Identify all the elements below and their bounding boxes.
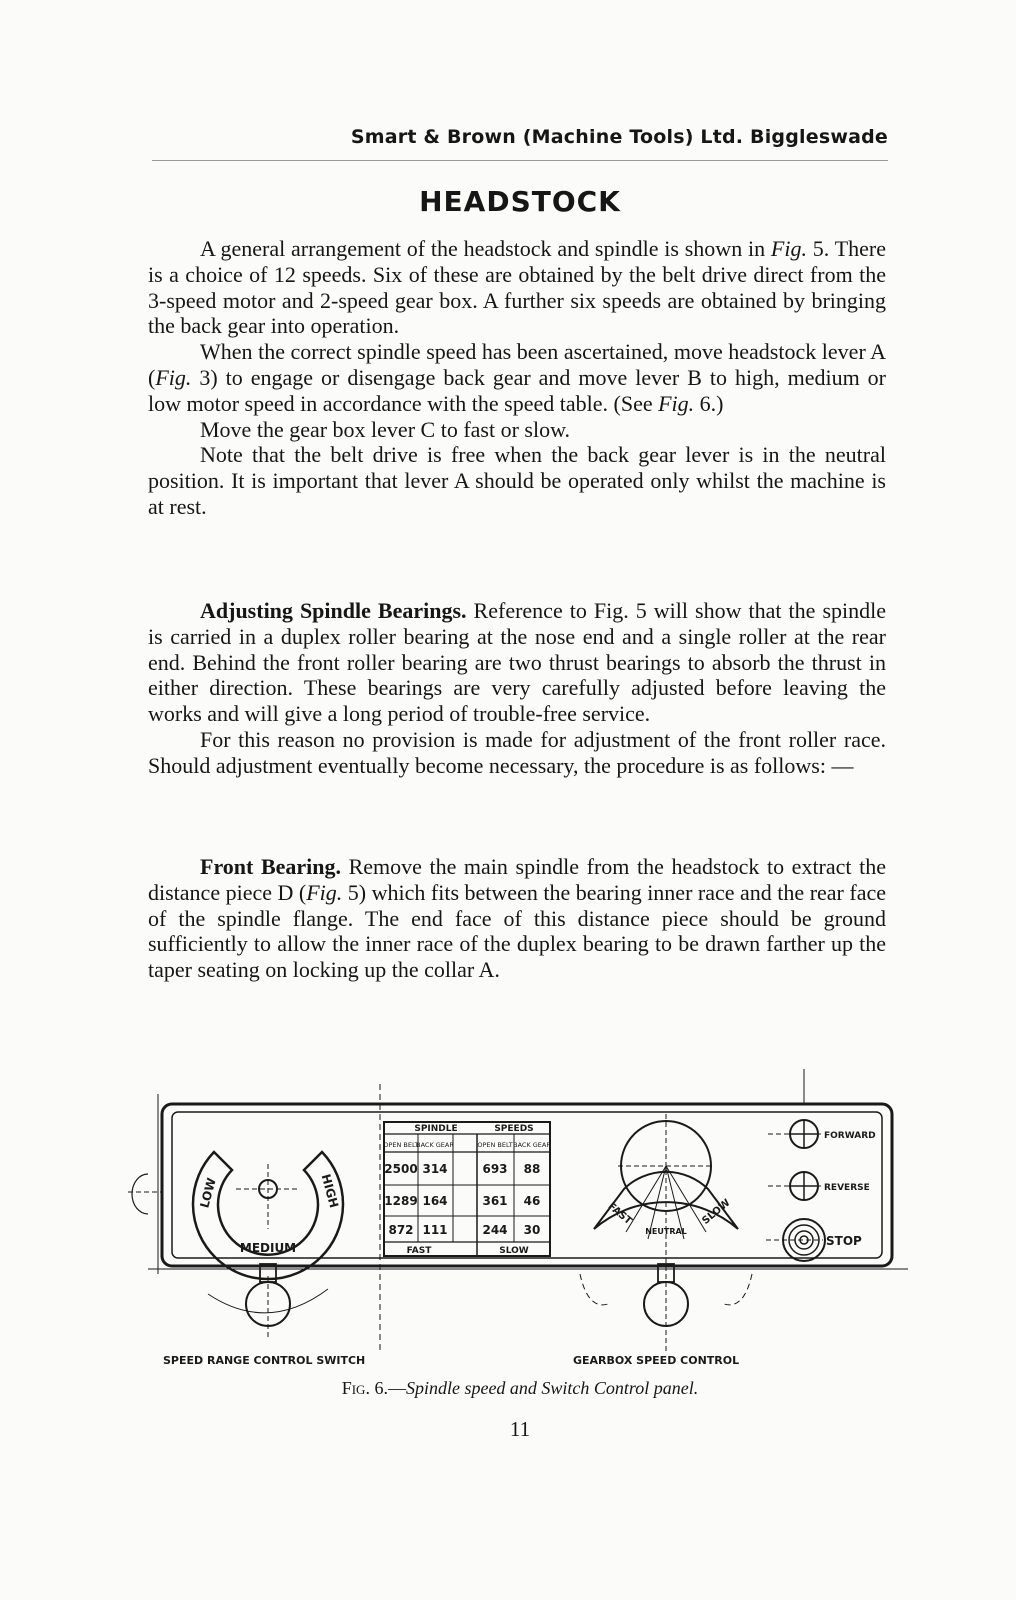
label-high: HIGH <box>318 1172 342 1210</box>
table-title-word: SPEEDS <box>494 1124 534 1134</box>
side-knob <box>132 1174 148 1214</box>
paragraph-3: Move the gear box lever C to fast or slow. <box>200 416 571 442</box>
text-run: 6.) <box>694 390 724 416</box>
label-forward: FORWARD <box>824 1131 876 1141</box>
table-col-head: BACK GEAR <box>416 1141 454 1149</box>
label-low: LOW <box>197 1176 219 1210</box>
run-in-heading: Front Bearing. <box>200 854 341 879</box>
table-cell: 30 <box>523 1223 541 1237</box>
figure-caption <box>152 1378 888 1399</box>
fig-ref: Fig. <box>658 390 695 416</box>
motor-switches <box>766 1120 876 1261</box>
paragraph-2 <box>148 339 886 416</box>
table-cell: 1289 <box>384 1194 418 1208</box>
header-rule <box>152 160 888 161</box>
gearbox-control <box>580 1114 752 1354</box>
run-in-heading: Adjusting Spindle Bearings. <box>200 598 467 623</box>
running-header: Smart & Brown (Machine Tools) Ltd. Biggleswade <box>350 126 888 148</box>
text-run: When the correct spindle speed has been ascertained, move headstock lever A ( <box>148 339 886 390</box>
section-front-bearing-body <box>148 854 886 983</box>
table-footer-fast: FAST <box>406 1246 432 1256</box>
text-run: 5. There is a choice of 12 speeds. Six of these are obtained by the belt drive direct from the 3-speed motor and 2-speed gear box. A further six speeds are obtained by bringing the back gear into operation. <box>148 236 886 339</box>
label-stop: STOP <box>826 1234 862 1248</box>
control-panel-drawing <box>118 1064 918 1374</box>
section-title: HEADSTOCK <box>419 185 621 218</box>
paragraph-1 <box>148 236 886 339</box>
table-cell: 872 <box>388 1223 414 1237</box>
text-run: 5) which fits between the bearing inner race and the rear face of the spindle flange. The end face of this distance piece should be ground sufficiently to allow the inner race of the duplex bearing to be drawn farther up the taper seating on locking up the collar A. <box>148 879 887 983</box>
speed-table <box>383 1122 551 1256</box>
table-cell: 111 <box>422 1223 448 1237</box>
table-title-word: SPINDLE <box>414 1124 458 1134</box>
text-run: Remove the main spindle from the headstock to extract the distance piece D ( <box>148 854 886 905</box>
label-slow: SLOW <box>700 1197 733 1227</box>
table-cell: 244 <box>482 1223 508 1237</box>
label-reverse: REVERSE <box>824 1183 870 1193</box>
text-run: 3) to engage or disengage back gear and move lever B to high, medium or low motor speed in accordance with the speed table. (See <box>148 364 886 416</box>
table-cell: 361 <box>482 1194 508 1208</box>
speed-range-dial <box>193 1152 343 1279</box>
table-col-head: OPEN BELT <box>477 1141 513 1149</box>
fig-ref: Fig. <box>306 879 343 905</box>
swing-arc <box>724 1274 752 1305</box>
fig-ref: Fig. <box>770 236 807 261</box>
speed-range-handle <box>208 1264 328 1340</box>
page-number: 11 <box>509 1417 531 1441</box>
table-cell: 693 <box>482 1162 508 1176</box>
label-fast: FAST <box>605 1201 634 1228</box>
swing-arc <box>580 1274 608 1305</box>
paragraph-4: Note that the belt drive is free when the back gear lever is in the neutral position. It is important that lever A should be operated only whilst the machine is at rest. <box>148 442 886 519</box>
label-neutral: NEUTRAL <box>645 1227 687 1236</box>
section-adjusting-body <box>148 598 886 779</box>
paragraph-5 <box>148 598 886 727</box>
text-run: A general arrangement of the headstock and spindle is shown in <box>200 236 771 261</box>
paragraph-6: For this reason no provision is made for adjustment of the front roller race. Should adjustment eventually become necessary, the procedure is as follows: — <box>148 726 886 778</box>
table-col-head: BACK GEAR <box>513 1141 551 1149</box>
text-run: Reference to Fig. 5 will show that the spindle is carried in a duplex roller bearing at the nose end and a single roller at the rear end. Behind the front roller bearing are two thrust bearings to absorb the thrust in either direction. These bearings are very carefully adjusted before leaving the works and will give a long period of trouble-free service. <box>148 598 886 727</box>
label-speed-range-control-switch: SPEED RANGE CONTROL SWITCH <box>163 1354 366 1367</box>
table-cell: 88 <box>523 1162 541 1176</box>
figure-control-panel <box>118 1064 918 1374</box>
label-gearbox-speed-control: GEARBOX SPEED CONTROL <box>573 1354 740 1367</box>
table-footer-slow: SLOW <box>499 1246 529 1256</box>
paragraph-7 <box>148 854 886 983</box>
table-cell: 314 <box>422 1162 448 1176</box>
fig-ref: Fig. <box>155 364 192 390</box>
caption-text: Spindle speed and Switch Control panel. <box>405 1378 699 1398</box>
label-medium: MEDIUM <box>239 1241 297 1255</box>
table-col-head: OPEN BELT <box>383 1141 419 1149</box>
caption-label: Fig. 6.— <box>341 1378 406 1398</box>
handle-knob <box>644 1282 688 1326</box>
section-headstock-body <box>148 236 886 520</box>
table-cell: 2500 <box>384 1162 418 1176</box>
table-cell: 164 <box>422 1194 448 1208</box>
table-cell: 46 <box>523 1194 541 1208</box>
